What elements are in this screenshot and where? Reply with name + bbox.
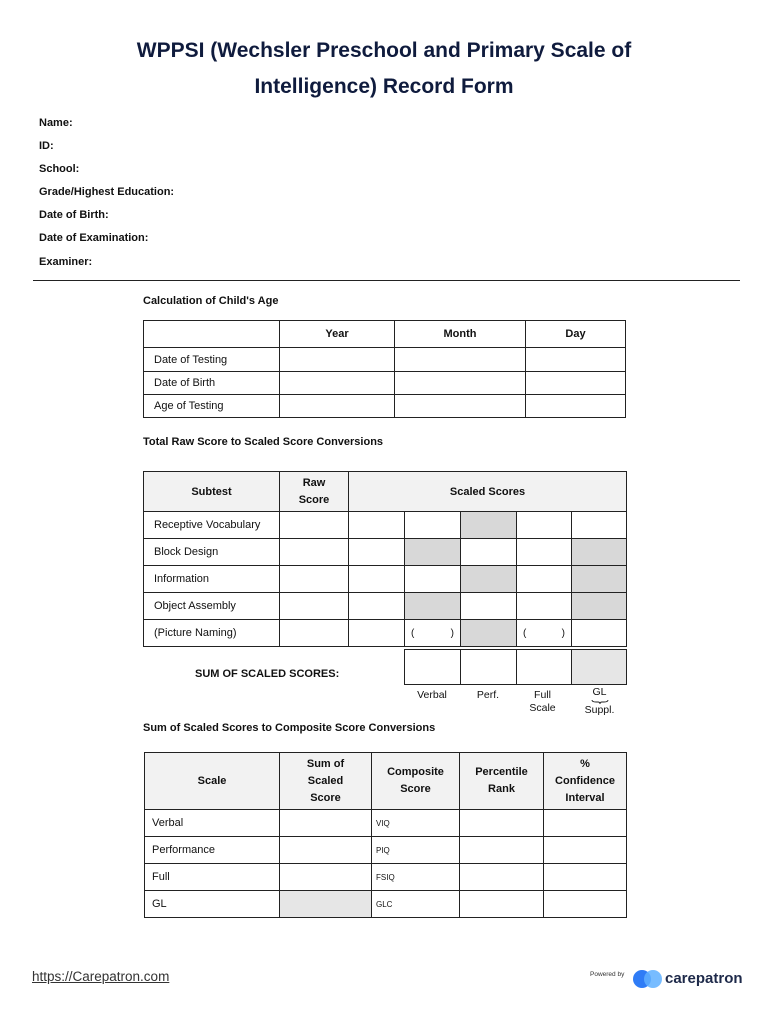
carepatron-logo-icon [632,968,664,990]
subtest-label: (Picture Naming) [144,620,280,647]
carepatron-link[interactable]: https://Carepatron.com [32,969,170,984]
subtest-label: Block Design [144,539,280,566]
composite-header-composite [372,753,460,810]
table-row [144,620,627,647]
sum-scaled-scores-table [404,649,627,685]
field-date-of-birth[interactable]: Date of Birth: [39,209,109,221]
composite-header-sum-line: Sum of [306,757,345,770]
composite-header-sum [280,753,372,810]
field-school[interactable]: School: [39,163,80,175]
age-table [143,320,626,418]
confidence-cell[interactable] [544,891,627,918]
age-cell-input[interactable] [526,395,626,418]
table-row [144,593,627,620]
scaled-score-cell[interactable] [461,539,517,566]
composite-sum-cell[interactable] [280,837,372,864]
powered-by-label: Powered by [590,971,625,978]
caption-scale-line: Scale [529,702,556,714]
scaled-score-cell-parenthesized[interactable] [405,620,461,647]
subtest-label: Information [144,566,280,593]
composite-scale-label: Full [145,864,280,891]
percentile-cell[interactable] [460,837,544,864]
composite-sum-cell[interactable] [280,864,372,891]
raw-section-heading: Total Raw Score to Scaled Score Conversions [143,436,384,448]
confidence-cell[interactable] [544,837,627,864]
caption-full-scale [515,689,570,715]
composite-scale-label: Performance [145,837,280,864]
scaled-score-cell[interactable] [349,566,405,593]
form-title [60,33,708,105]
scaled-score-cell[interactable] [517,593,572,620]
confidence-cell[interactable] [544,864,627,891]
raw-header-subtest: Subtest [144,472,280,512]
raw-header-scaled-scores: Scaled Scores [349,472,627,512]
age-cell-input[interactable] [395,348,526,372]
table-row [145,891,627,918]
scaled-score-cell[interactable] [349,620,405,647]
caption-gl-suppl [572,686,627,717]
table-row [144,395,626,418]
table-row [144,566,627,593]
sum-gl-suppl-cell [572,650,627,685]
table-row [145,837,627,864]
age-cell-input[interactable] [526,372,626,395]
scaled-score-cell-shaded [572,566,627,593]
composite-header-percentile [460,753,544,810]
scaled-score-cell[interactable] [405,566,461,593]
paren-open: ( [411,627,415,639]
caption-suppl-line: Suppl. [584,704,615,716]
scaled-score-cell[interactable] [349,512,405,539]
field-grade[interactable]: Grade/Highest Education: [39,186,175,198]
raw-score-cell[interactable] [280,539,349,566]
scaled-score-cell[interactable] [517,566,572,593]
scaled-score-cell[interactable] [517,539,572,566]
composite-header-sum-line: Score [310,791,341,804]
scaled-score-cell-shaded [461,620,517,647]
scaled-score-cell[interactable] [517,512,572,539]
scaled-score-cell-parenthesized[interactable] [517,620,572,647]
composite-scale-label: Verbal [145,810,280,837]
age-row-label: Date of Birth [144,372,280,395]
paren-close: ) [561,627,565,639]
caption-verbal: Verbal [417,689,447,701]
raw-header-raw-score [280,472,349,512]
field-name[interactable]: Name: [39,117,73,129]
age-header-blank [144,321,280,348]
composite-sum-cell[interactable] [280,810,372,837]
age-header-day: Day [526,321,626,348]
composite-header-sum-line: Scaled [307,774,344,787]
composite-sum-cell-shaded [280,891,372,918]
sum-scaled-scores-label: SUM OF SCALED SCORES: [195,668,340,680]
composite-header-composite-line: Composite [387,766,444,778]
raw-header-raw-line: Raw [302,476,326,489]
form-title-line-1: WPPSI (Wechsler Preschool and Primary Scale of [136,39,632,62]
age-cell-input[interactable] [395,372,526,395]
scaled-score-cell-shaded [405,539,461,566]
scaled-score-cell[interactable] [461,593,517,620]
composite-header-percentile-line: Rank [488,783,515,795]
form-title-line-2: Intelligence) Record Form [254,75,514,98]
composite-code-cell[interactable]: VIQ [372,810,460,837]
scaled-score-cell-shaded [572,593,627,620]
field-date-of-examination[interactable]: Date of Examination: [39,232,149,244]
scaled-score-cell[interactable] [405,512,461,539]
raw-score-cell[interactable] [280,512,349,539]
composite-header-composite-line: Score [400,783,431,795]
table-row [144,539,627,566]
composite-code-cell[interactable]: FSIQ [372,864,460,891]
scaled-score-cell-shaded [405,593,461,620]
age-row-label: Age of Testing [144,395,280,418]
sum-verbal-cell[interactable] [405,650,461,685]
paren-open: ( [523,627,527,639]
age-cell-input[interactable] [526,348,626,372]
scaled-score-cell-shaded [572,539,627,566]
caption-full-line: Full [534,689,551,701]
scaled-score-cell[interactable] [349,593,405,620]
percentile-cell[interactable] [460,810,544,837]
subtest-label: Receptive Vocabulary [144,512,280,539]
composite-code-cell[interactable]: PIQ [372,837,460,864]
raw-score-cell[interactable] [280,566,349,593]
raw-header-score-line: Score [298,493,330,506]
scaled-score-cell[interactable] [572,620,627,647]
age-header-year: Year [280,321,395,348]
scaled-score-cell-shaded [461,566,517,593]
confidence-cell[interactable] [544,810,627,837]
section-divider [33,280,740,281]
caption-gl-line: GL [592,686,607,698]
raw-score-cell[interactable] [280,593,349,620]
scaled-score-cell-shaded [461,512,517,539]
composite-header-scale: Scale [145,753,280,810]
sum-full-scale-cell[interactable] [517,650,572,685]
composite-header-confidence-line: % [580,757,590,770]
carepatron-brand: carepatron [665,970,743,987]
table-row [145,810,627,837]
age-cell-input[interactable] [395,395,526,418]
caption-perf: Perf. [476,689,500,701]
scaled-score-cell[interactable] [349,539,405,566]
age-cell-input[interactable] [280,348,395,372]
composite-header-confidence-line: Confidence [555,774,615,787]
composite-header-confidence-line: Interval [565,791,605,804]
paren-close: ) [450,627,454,639]
age-cell-input[interactable] [280,372,395,395]
field-examiner[interactable]: Examiner: [39,256,93,268]
table-row [144,512,627,539]
subtest-label: Object Assembly [144,593,280,620]
age-header-month: Month [395,321,526,348]
composite-section-heading: Sum of Scaled Scores to Composite Score Conversions [143,722,436,734]
composite-header-confidence [544,753,627,810]
age-section-heading: Calculation of Child's Age [143,295,279,307]
table-row [144,372,626,395]
percentile-cell[interactable] [460,891,544,918]
percentile-cell[interactable] [460,864,544,891]
composite-header-percentile-line: Percentile [475,766,528,778]
field-id[interactable]: ID: [39,140,54,152]
table-row [144,348,626,372]
raw-score-table [143,471,627,647]
raw-score-cell[interactable] [280,620,349,647]
composite-code-cell[interactable]: GLC [372,891,460,918]
table-row [145,864,627,891]
age-row-label: Date of Testing [144,348,280,372]
age-cell-input[interactable] [280,395,395,418]
scaled-score-cell[interactable] [572,512,627,539]
composite-scale-label: GL [145,891,280,918]
composite-table [144,752,627,918]
sum-perf-cell[interactable] [461,650,517,685]
